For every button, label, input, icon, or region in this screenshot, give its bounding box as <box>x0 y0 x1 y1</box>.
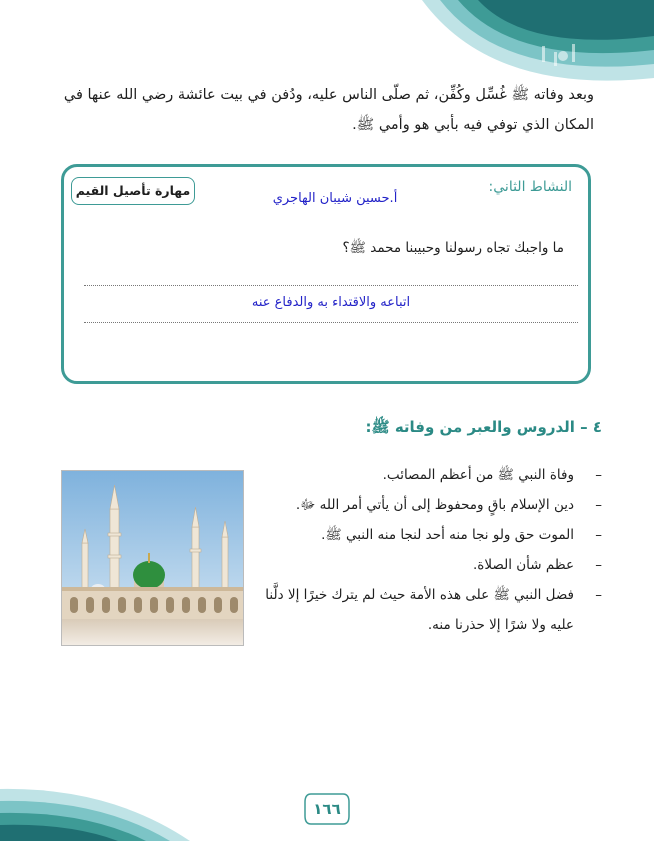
activity-question: ما واجبك تجاه رسولنا وحبيبنا محمد ﷺ؟ <box>342 240 564 256</box>
page-number-badge <box>303 792 351 826</box>
list-item: – عظم شأن الصلاة. <box>262 550 602 580</box>
top-corner-ornament <box>422 0 654 92</box>
bullet-dash: – <box>595 527 602 543</box>
bullet-dash: – <box>595 587 602 603</box>
list-item: – فضل النبي ﷺ على هذه الأمة حيث لم يترك خيرًا إلا دلَّنا عليه ولا شرًا إلا حذرنا منه. <box>262 580 602 640</box>
page-number: ١٦٦ <box>313 800 341 818</box>
activity-title: النشاط الثاني: <box>488 179 572 195</box>
bullet-dash: – <box>595 557 602 573</box>
intro-paragraph: وبعد وفاته ﷺ غُسِّل وكُفِّن، ثم صلّى الناس عليه، ودُفن في بيت عائشة رضي الله عنها في المكان الذي توفي فيه بأبي هو وأمي ﷺ. <box>63 87 594 133</box>
teacher-name: أ.حسين شيبان الهاجري <box>272 191 398 206</box>
activity-box <box>61 164 591 384</box>
list-item: – وفاة النبي ﷺ من أعظم المصائب. <box>262 460 602 490</box>
bullet-dash: – <box>595 497 602 513</box>
bottom-corner-ornament <box>0 781 190 841</box>
answer-line-2 <box>84 322 578 323</box>
activity-answer: اتباعه والاقتداء به والدفاع عنه <box>251 295 411 310</box>
list-item: – دين الإسلام باقٍ ومحفوظ إلى أن يأتي أمر الله ﷻ. <box>262 490 602 520</box>
answer-line-1 <box>84 285 578 286</box>
skill-badge: مهارة تأصيل القيم <box>71 177 195 205</box>
lessons-list <box>262 460 602 640</box>
prophet-mosque-image <box>61 470 244 646</box>
bullet-dash: – <box>595 467 602 483</box>
lessons-section-title: ٤ – الدروس والعبر من وفاته ﷺ: <box>365 418 602 436</box>
list-item: – الموت حق ولو نجا منه أحد لنجا منه النبي ﷺ. <box>262 520 602 550</box>
